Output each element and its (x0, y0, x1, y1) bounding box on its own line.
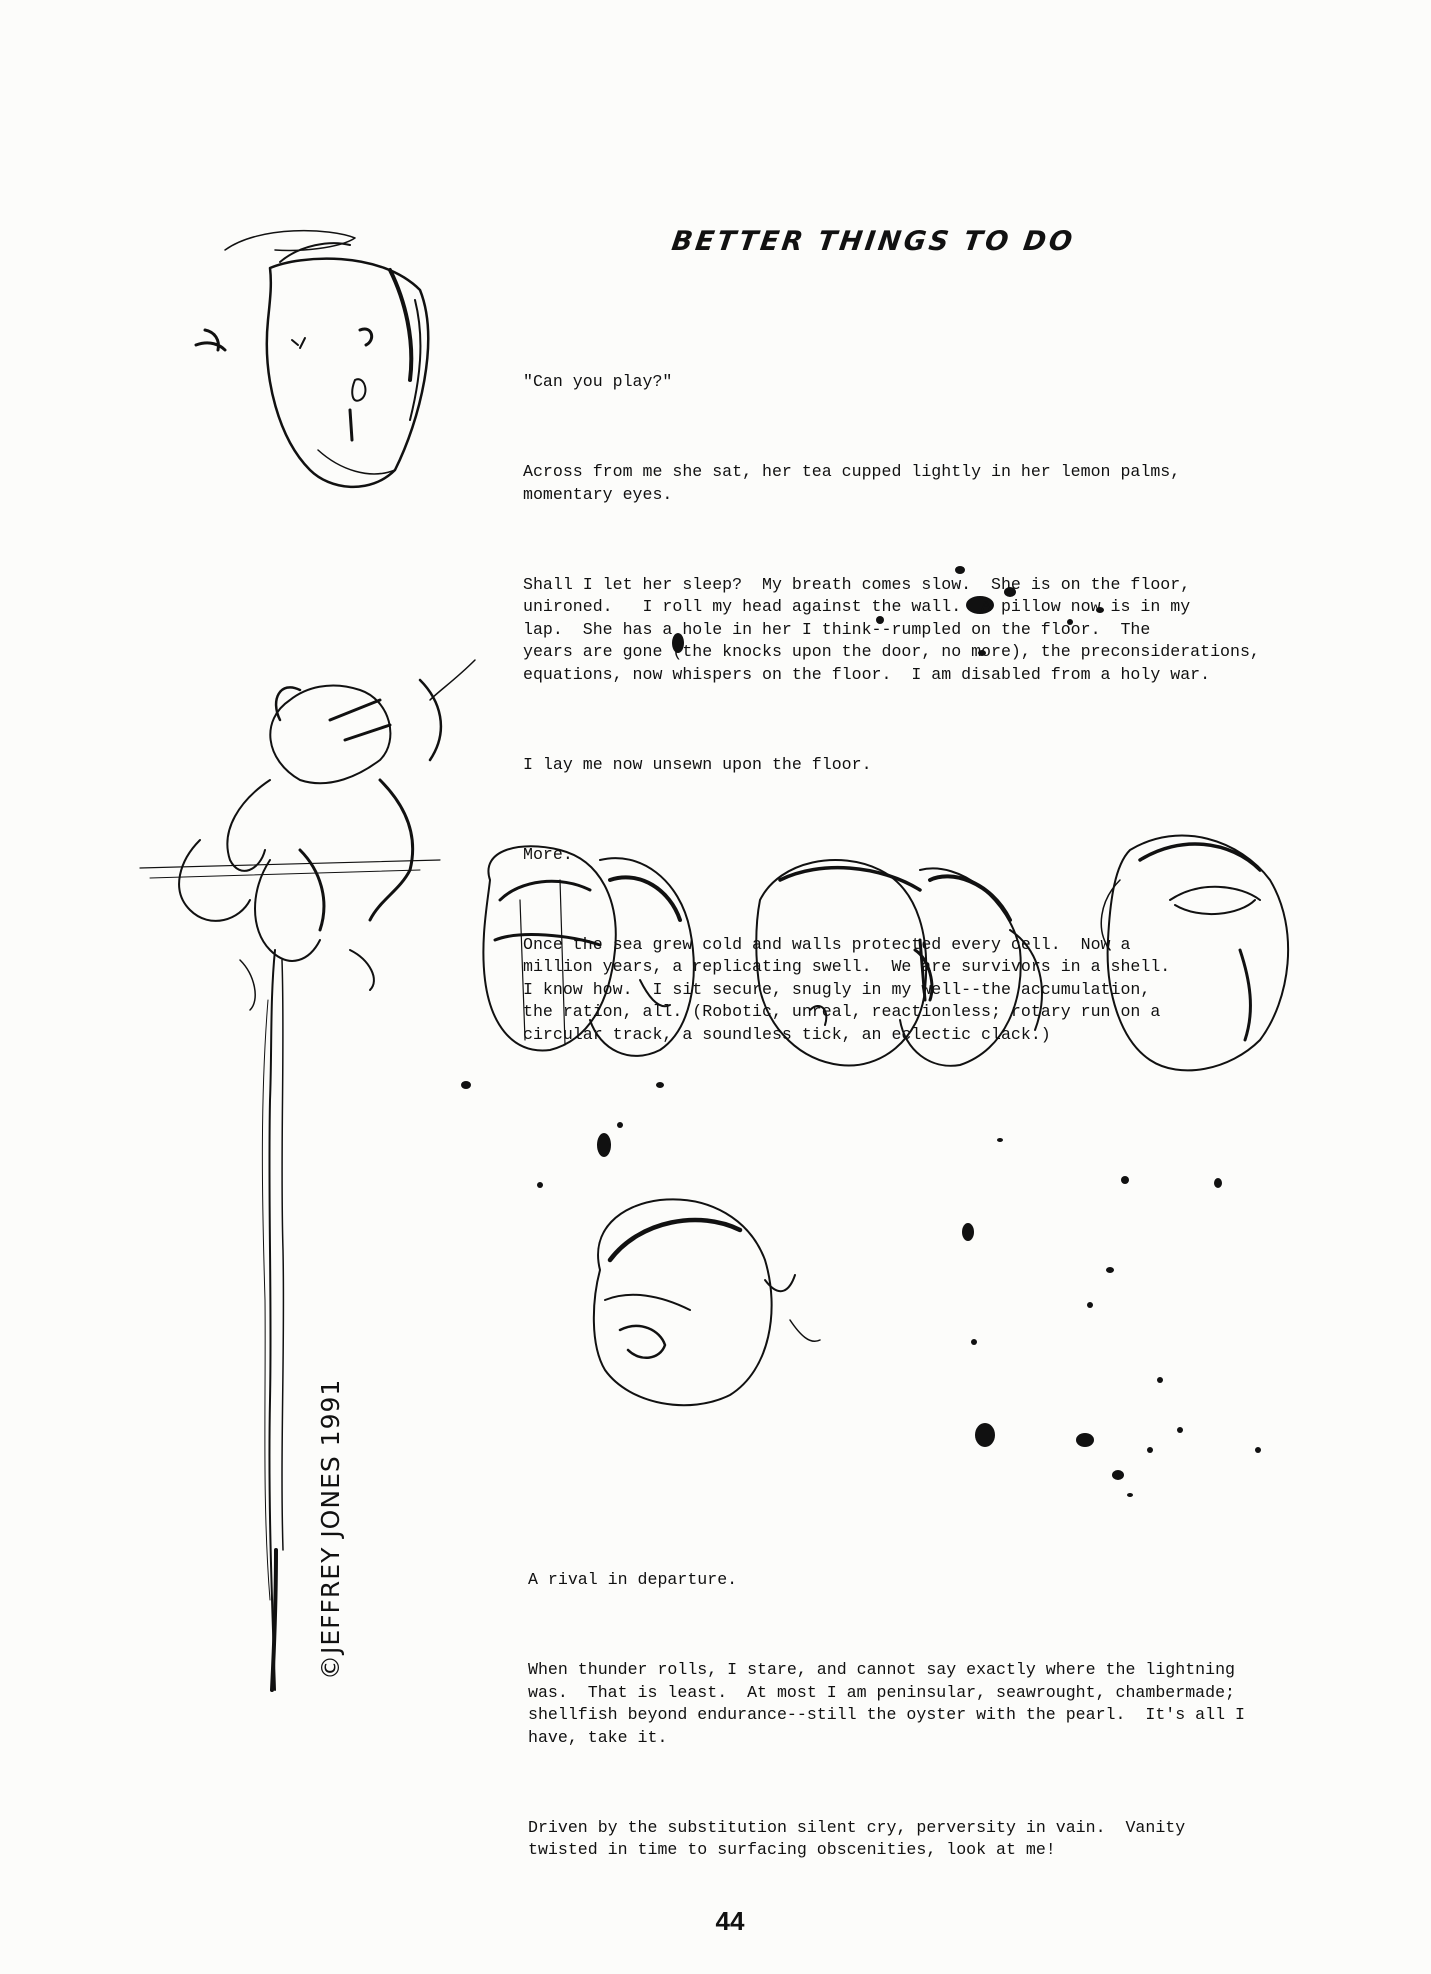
paragraph: More. (523, 844, 573, 864)
paragraph: Across from me she sat, her tea cupped lightly in her lemon palms, momentary eyes. (523, 462, 1181, 504)
page-number: 44 (715, 1906, 745, 1936)
head-sketch-bottom (594, 1199, 820, 1405)
paragraph: A rival in departure. (528, 1570, 738, 1589)
text-block-top (523, 326, 1363, 1069)
paragraph: Driven by the substitution silent cry, perversity in vain. Vanity twisted in time to surfacing obscenities, look at me! (528, 1817, 1186, 1859)
paragraph: "Can you play?" (523, 372, 673, 391)
paragraph: I lay me now unsewn upon the floor. (523, 754, 872, 774)
artist-signature: ©JEFFREY JONES 1991 (316, 1378, 345, 1680)
standing-figure-sketch (140, 660, 475, 1690)
paragraph: When thunder rolls, I stare, and cannot say exactly where the lightning was. That is least. At most I am peninsular, seawrought, chambermade; shellfish beyond endurance--still the oyster with the pearl. It's all I have, take it. (528, 1660, 1245, 1747)
text-block-bottom (528, 1524, 1348, 1884)
page-title: BETTER THINGS TO DO (669, 226, 1078, 257)
paragraph: Once the sea grew cold and walls protected every cell. Now a million years, a replicating swell. We are survivors in a shell. I know how. I sit secure, snugly in my well--the accumulation, the ration, all. (Robotic, unreal, reactionless; rotary run on a circular track, a soundless tick, an eclectic clack.) (523, 934, 1171, 1044)
face-sketch-top-left (196, 231, 428, 487)
paragraph: Shall I let her sleep? My breath comes slow. She is on the floor, unironed. I roll my head against the wall. A pillow now is in my lap. She has a hole in her I think--rumpled on the floor. The years are gone (the knocks upon the door, no more), the preconsiderations, equations, now whispers on the floor. I am disabled from a holy war. (523, 574, 1260, 684)
